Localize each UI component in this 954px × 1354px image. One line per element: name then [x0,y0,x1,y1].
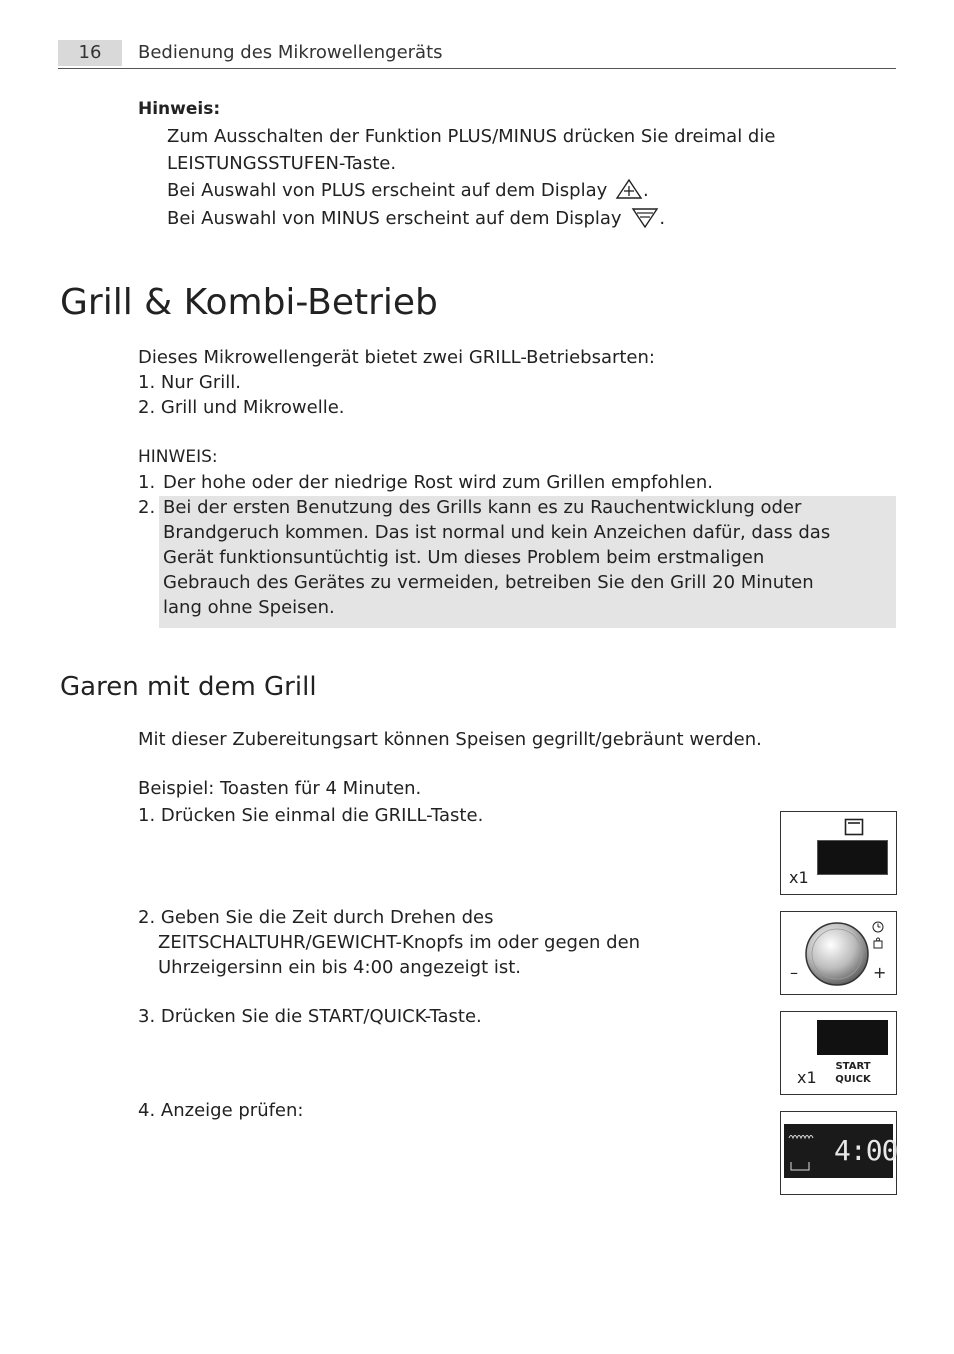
hint-line: Gerät funktionsuntüchtig ist. Um dieses Problem beim erstmaligen [163,547,765,568]
start-button-panel [780,1011,897,1095]
hint-label: HINWEIS: [138,447,218,467]
header-title: Bedienung des Mikrowellengeräts [138,42,443,63]
section-intro-line: 2. Grill und Mikrowelle. [138,397,345,418]
start-label: START [835,1061,871,1072]
dial-plus-label: + [873,963,887,982]
section-intro-line: 1. Nur Grill. [138,372,241,393]
grill-heating-icon [788,1132,814,1140]
note-period: . [643,180,649,201]
step-2-line: Uhrzeigersinn ein bis 4:00 angezeigt ist. [158,957,522,978]
minus-triangle-icon [631,207,659,229]
step-4: 4. Anzeige prüfen: [138,1100,304,1121]
subsection-intro: Mit dieser Zubereitungsart können Speisen gegrillt/gebräunt werden. [138,729,762,750]
time-readout: 4:00 [834,1134,898,1167]
lcd-display [784,1124,898,1178]
step-3: 3. Drücken Sie die START/QUICK-Taste. [138,1006,482,1027]
note-line-plus-text: Bei Auswahl von PLUS erscheint auf dem Display [167,180,608,201]
subsection-title: Garen mit dem Grill [60,672,317,702]
note-period: . [659,208,666,229]
hint-line: Gebrauch des Gerätes zu vermeiden, betreiben Sie den Grill 20 Minuten [163,572,814,593]
quick-label: QUICK [835,1074,871,1085]
dial-minus-label: – [790,963,798,982]
example-text: Toasten für 4 Minuten. [220,778,422,799]
plus-triangle-icon [615,178,643,200]
note-line-plus [167,178,649,203]
hint-line: lang ohne Speisen. [163,597,335,618]
step-2: 2. Geben Sie die Zeit durch Drehen des [138,907,494,928]
hint-number: 2. [138,497,156,518]
section-intro-line: Dieses Mikrowellengerät bietet zwei GRILL-Betriebsarten: [138,347,655,368]
dial-panel [780,911,897,995]
tray-icon [790,1160,810,1172]
grill-button-panel [780,811,897,895]
start-quick-button[interactable] [817,1020,888,1055]
step-2-line: ZEITSCHALTUHR/GEWICHT-Knopfs im oder gegen den [158,932,641,953]
press-count: x1 [797,1068,817,1087]
note-line: LEISTUNGSSTUFEN-Taste. [167,153,397,174]
hint-line: Brandgeruch kommen. Das ist normal und kein Anzeichen dafür, dass das [163,522,831,543]
hint-line: Bei der ersten Benutzung des Grills kann es zu Rauchentwicklung oder [163,497,802,518]
weight-icon [872,937,884,949]
step-1: 1. Drücken Sie einmal die GRILL-Taste. [138,805,484,826]
note-line-minus-text: Bei Auswahl von MINUS erscheint auf dem Display [167,208,622,229]
press-count: x1 [789,868,809,887]
display-panel [780,1111,897,1195]
timer-weight-dial[interactable] [803,920,871,988]
grill-button[interactable] [817,840,888,875]
section-title: Grill & Kombi-Betrieb [60,282,438,323]
page-number: 16 [58,40,122,66]
example-label: Beispiel: [138,778,215,799]
header-divider [58,68,896,69]
oven-icon [844,818,864,836]
note-line-minus [167,206,665,231]
clock-icon [872,921,884,933]
hint-number: 1. [138,472,156,493]
hint-line: Der hohe oder der niedrige Rost wird zum Grillen empfohlen. [163,472,713,493]
note-line: Zum Ausschalten der Funktion PLUS/MINUS drücken Sie dreimal die [167,126,776,147]
note-label: Hinweis: [138,99,221,119]
